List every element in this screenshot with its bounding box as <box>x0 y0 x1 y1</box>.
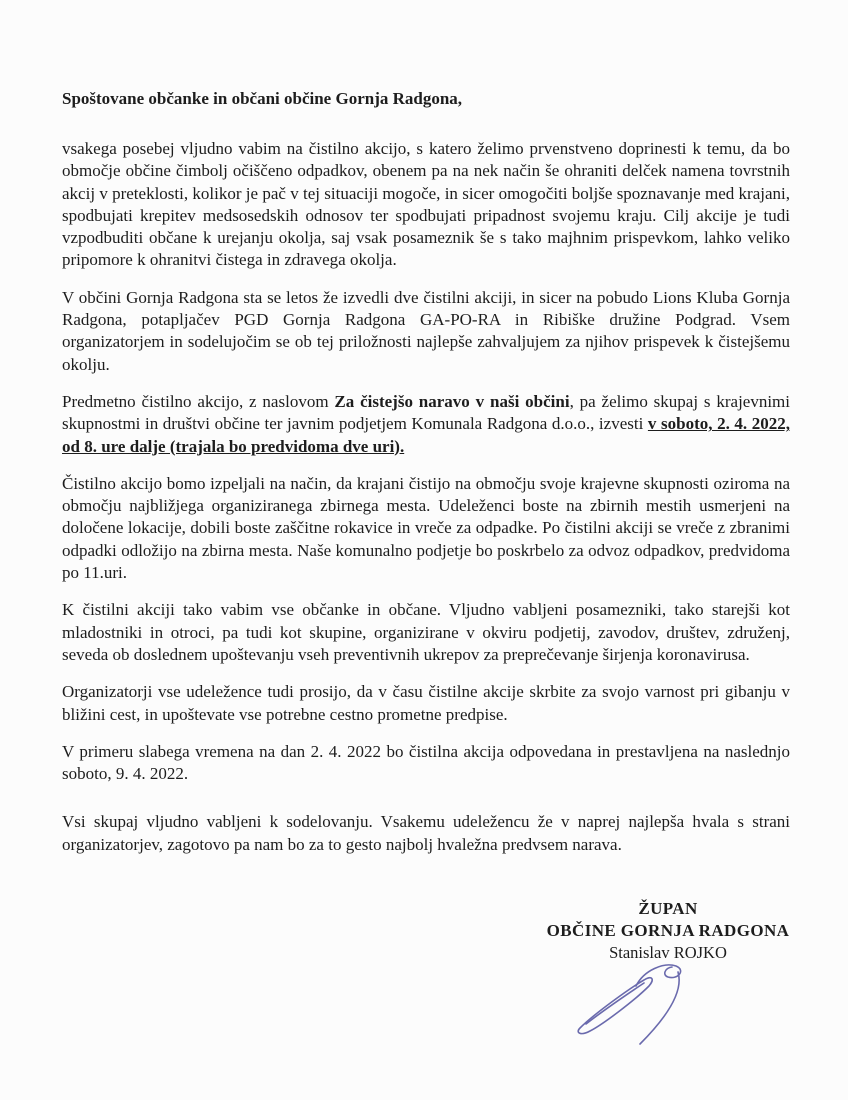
letter-content <box>62 88 790 871</box>
paragraph <box>62 287 790 376</box>
salutation: Spoštovane občanke in občani občine Gornja Radgona, <box>62 89 463 108</box>
text-segment: K čistilni akciji tako vabim vse občanke in občane. Vljudno vabljeni posamezniki, tako starejši kot mladostniki in otroci, pa tudi kot skupine, organizirane v okviru podjetij, zavodov, društev, združenj, seveda ob doslednem upoštevanju vseh preventivnih ukrepov za preprečevanje širjenja koronavirusa. <box>62 600 790 664</box>
signer-organization: OBČINE GORNJA RADGONA <box>546 921 790 940</box>
text-segment: v soboto, 2. 4. 2022, od 8. ure dalje (trajala bo predvidoma dve uri). <box>62 414 790 456</box>
paragraph <box>62 811 790 856</box>
paragraph <box>62 681 790 726</box>
text-segment: , pa želimo skupaj s krajevnimi skupnostmi in društvi občine ter javnim podjetjem Komunala Radgona d.o.o., izvesti <box>62 391 791 434</box>
text-segment: V občini Gornja Radgona sta se letos že izvedli dve čistilni akciji, in sicer na pobudo Lions Kluba Gornja Radgona, potapljačev PGD Gornja Radgona GA-PO-RA in Ribiške družine Podgrad. Vsem organizatorjem in sodelujočim se ob tej priložnosti najlepše zahvaljujem za njihov prispevek k čistejšemu okolju. <box>62 287 790 374</box>
letter-body <box>62 138 790 856</box>
text-segment: Za čistejšo naravo v naši občini <box>334 391 570 411</box>
signer-name: Stanislav ROJKO <box>609 943 727 962</box>
text-segment: Predmetno čistilno akcijo, z naslovom <box>62 391 335 411</box>
paragraph <box>62 473 790 584</box>
paragraph <box>62 391 790 458</box>
text-segment: Vsi skupaj vljudno vabljeni k sodelovanju. Vsakemu udeležencu že v naprej najlepša hvala s strani organizatorjev, zagotovo pa nam bo za to gesto najbolj hvaležna predvsem narava. <box>62 812 790 854</box>
text-segment: vsakega posebej vljudno vabim na čistilno akcijo, s katero želimo prvenstveno doprinesti k temu, da bo območje občine čimbolj očiščeno odpadkov, obenem pa na nek način še ohraniti delček namena tovrstnih akcij v preteklosti, kolikor je pač v tej situaciji mogoče, in sicer omogočiti boljše spoznavanje med krajani, spodbujati krepitev medsosedskih odnosov ter spodbujati pripadnost svojemu kraju. Cilj akcije je tudi vzpodbuditi občane k urejanju okolja, saj vsak posameznik še s tako majhnim prispevkom, lahko veliko pripomore k ohranitvi čistega in zdravega okolja. <box>62 139 790 270</box>
paragraph <box>62 741 790 786</box>
signer-title: ŽUPAN <box>638 899 698 918</box>
text-segment: Organizatorji vse udeležence tudi prosijo, da v času čistilne akcije skrbite za svojo varnost pri gibanju v bližini cest, in upoštevate vse potrebne cestno prometne predpise. <box>62 682 790 724</box>
text-segment: V primeru slabega vremena na dan 2. 4. 2022 bo čistilna akcija odpovedana in prestavljena na naslednjo soboto, 9. 4. 2022. <box>62 741 790 784</box>
signature-block <box>518 898 818 1046</box>
paragraph <box>62 138 790 272</box>
paragraph <box>62 599 790 666</box>
text-segment: Čistilno akcijo bomo izpeljali na način, da krajani čistijo na območju svoje krajevne skupnosti oziroma na območju najbližjega organiziranega zbirnega mesta. Udeleženci boste na zbirnih mestih usmerjeni na določene lokacije, dobili boste zaščitne rokavice in vreče za odpadke. Po čistilni akciji se vreče z zbranimi odpadki odložijo na zbirna mesta. Naše komunalno podjetje bo poskrbelo za odvoz odpadkov, predvidoma po 11.uri. <box>62 473 790 583</box>
handwritten-signature-icon <box>566 958 716 1046</box>
